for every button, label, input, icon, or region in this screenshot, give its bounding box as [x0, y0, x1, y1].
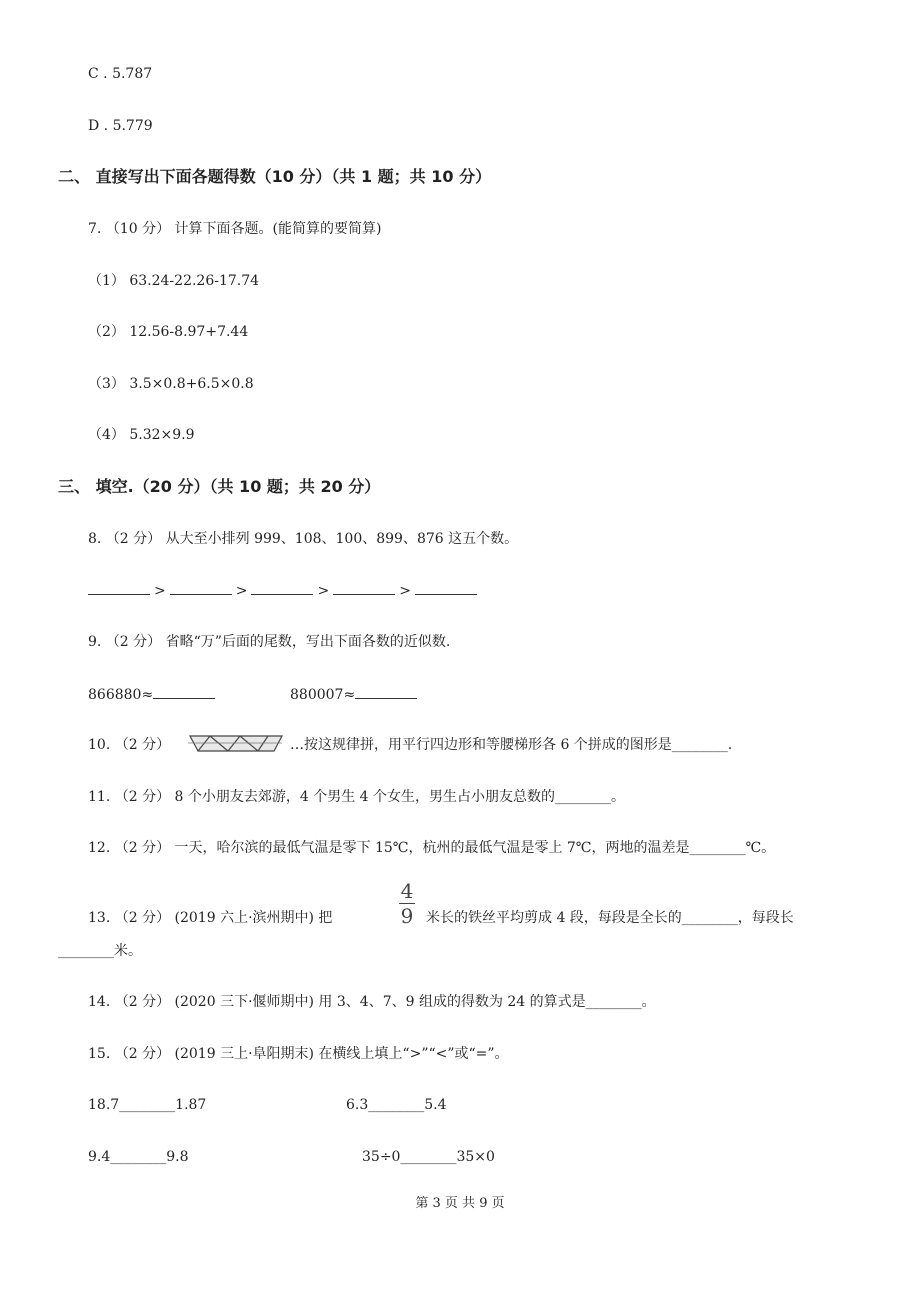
greater-than-sign: > [317, 583, 330, 599]
fraction-four-ninths [398, 880, 416, 927]
question-14: 14. （2 分） (2020 三下·偃师期中) 用 3、4、7、9 组成的得数为 24 的算式是________。 [88, 994, 656, 1010]
greater-than-sign: > [235, 583, 248, 599]
q7-item-4: （4） 5.32×9.9 [88, 427, 195, 443]
answer-blank[interactable] [333, 580, 395, 595]
answer-blank[interactable] [153, 684, 215, 699]
q9-row-b [290, 684, 417, 705]
question-10-text: …按这规律拼，用平行四边形和等腰梯形各 6 个拼成的图形是________. [290, 737, 733, 753]
question-13-prefix: 13. （2 分） (2019 六上·滨州期中) 把 [88, 910, 333, 926]
answer-blank[interactable] [355, 684, 417, 699]
q15-compare-3: 9.4________9.8 [88, 1149, 189, 1165]
q7-item-2: （2） 12.56-8.97+7.44 [88, 324, 249, 340]
page-footer: 第 3 页 共 9 页 [415, 1196, 505, 1211]
q15-compare-4: 35÷0________35×0 [362, 1149, 495, 1165]
fraction-numerator: 4 [400, 879, 414, 903]
answer-blank[interactable] [415, 580, 477, 595]
question-7: 7. （10 分） 计算下面各题。(能简算的要简算) [88, 221, 382, 237]
q7-item-3: （3） 3.5×0.8+6.5×0.8 [88, 376, 254, 392]
question-13-text: 米长的铁丝平均剪成 4 段，每段是全长的________，每段长 [426, 910, 794, 926]
option-c: C . 5.787 [88, 66, 153, 82]
question-11: 11. （2 分） 8 个小朋友去郊游，4 个男生 4 个女生，男生占小朋友总数的________。 [88, 789, 626, 805]
answer-blank[interactable] [170, 580, 232, 595]
question-15: 15. （2 分） (2019 三上·阜阳期末) 在横线上填上“>”“<”或“=”。 [88, 1046, 509, 1062]
question-12: 12. （2 分） 一天，哈尔滨的最低气温是零下 15℃，杭州的最低气温是零上 7℃，两地的温差是________℃。 [88, 840, 776, 856]
section-3-title: 三、 填空.（20 分）（共 10 题；共 20 分） [58, 477, 381, 496]
q9-row [88, 684, 215, 705]
parallelogram-trapezoid-pattern-figure [188, 733, 286, 755]
option-d: D . 5.779 [88, 118, 153, 134]
question-10-label: 10. （2 分） [88, 737, 171, 753]
greater-than-sign: > [399, 583, 411, 599]
q9-number-b: 880007≈ [290, 687, 356, 703]
section-2-title: 二、 直接写出下面各题得数（10 分）（共 1 题；共 10 分） [58, 167, 492, 186]
answer-blank[interactable] [88, 580, 150, 595]
q7-item-1: （1） 63.24-22.26-17.74 [88, 273, 260, 289]
q9-number-a: 866880≈ [88, 687, 154, 703]
q8-answer-line [88, 580, 477, 601]
greater-than-sign: > [154, 583, 166, 599]
answer-blank[interactable] [251, 580, 313, 595]
question-9: 9. （2 分） 省略“万”后面的尾数，写出下面各数的近似数. [88, 634, 451, 650]
q15-compare-2: 6.3________5.4 [346, 1097, 447, 1113]
fraction-denominator: 9 [400, 904, 414, 928]
q15-compare-1: 18.7________1.87 [88, 1097, 207, 1113]
question-13-continued: ________米。 [58, 943, 142, 959]
question-8: 8. （2 分） 从大至小排列 999、108、100、899、876 这五个数。 [88, 531, 519, 547]
